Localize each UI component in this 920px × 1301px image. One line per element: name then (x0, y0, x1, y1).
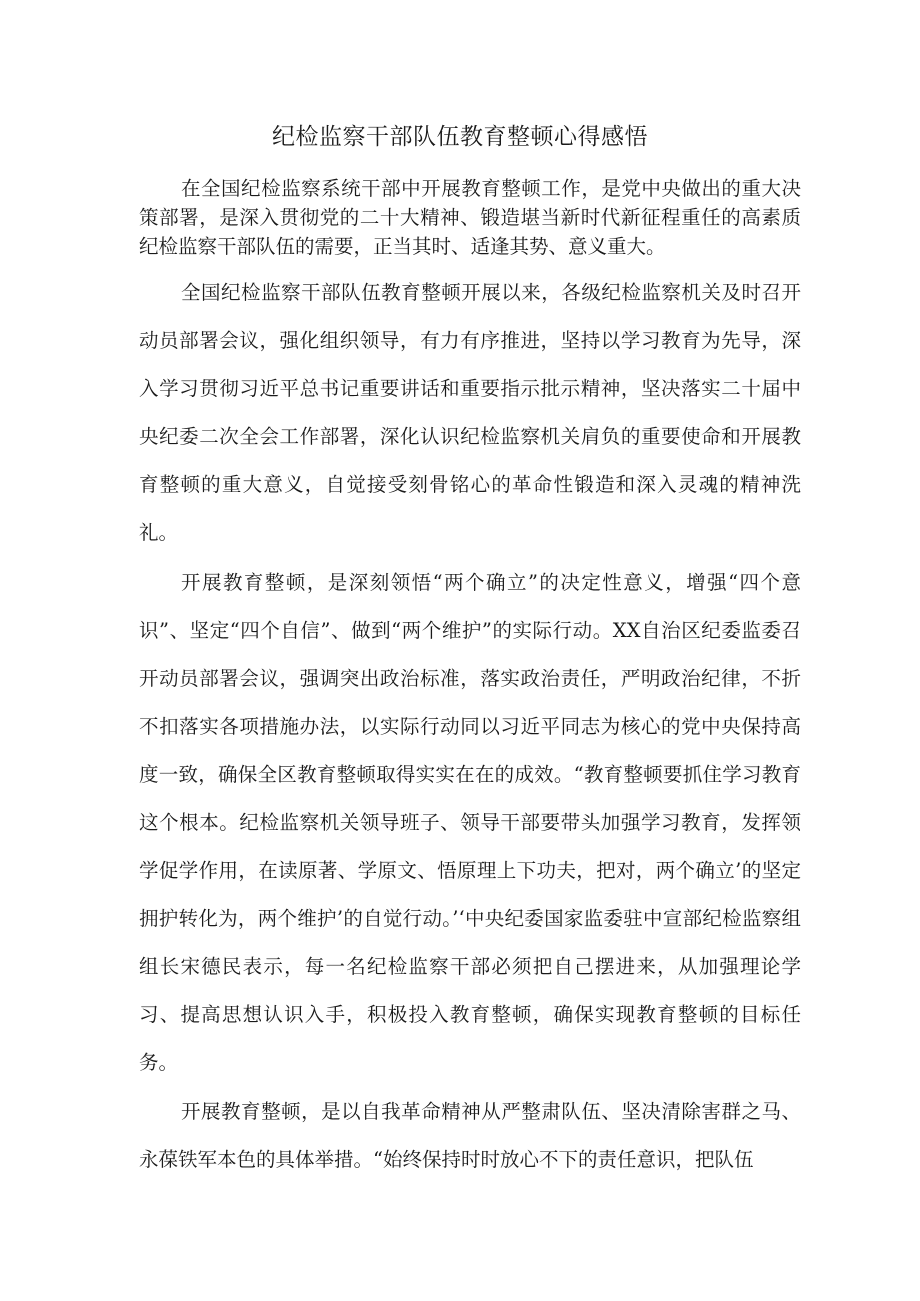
paragraph-3: 开展教育整顿，是深刻领悟“两个确立”的决定性意义，增强“四个意识”、坚定“四个自信”、做到“两个维护”的实际行动。XX自治区纪委监委召开动员部署会议，强调突出政治标准，落实政治责任，严明政治纪律，不折不扣落实各项措施办法，以实际行动同以习近平同志为核心的党中央保持高度一致，确保全区教育整顿取得实实在在的成效。“教育整顿要抓住学习教育这个根本。纪检监察机关领导班子、领导干部要带头加强学习教育，发挥领学促学作用，在读原著、学原文、悟原理上下功夫，把对，两个确立’的坚定拥护转化为，两个维护’的自觉行动。’‘中央纪委国家监委驻中宣部纪检监察组组长宋德民表示，每一名纪检监察干部必须把自己摆进来，从加强理论学习、提高思想认识入手，积极投入教育整顿，确保实现教育整顿的目标任务。 (139, 571, 801, 1074)
paragraph-2: 全国纪检监察干部队伍教育整顿开展以来，各级纪检监察机关及时召开动员部署会议，强化组织领导，有力有序推进，坚持以学习教育为先导，深入学习贯彻习近平总书记重要讲话和重要指示批示精神，坚决落实二十届中央纪委二次全会工作部署，深化认识纪检监察机关肩负的重要使命和开展教育整顿的重大意义，自觉接受刻骨铭心的革命性锻造和深入灵魂的精神洗礼。 (139, 281, 801, 544)
paragraph-1: 在全国纪检监察系统干部中开展教育整顿工作，是党中央做出的重大决策部署，是深入贯彻党的二十大精神、锻造堪当新时代新征程重任的高素质纪检监察干部队伍的需要，正当其时、适逢其势、意义重大。 (139, 177, 801, 258)
document-title: 纪检监察干部队伍教育整顿心得感悟 (272, 124, 648, 150)
paragraph-4: 开展教育整顿，是以自我革命精神从严整肃队伍、坚决清除害群之马、永葆铁军本色的具体举措。“始终保持时时放心不下的责任意识，把队伍 (139, 1100, 801, 1171)
